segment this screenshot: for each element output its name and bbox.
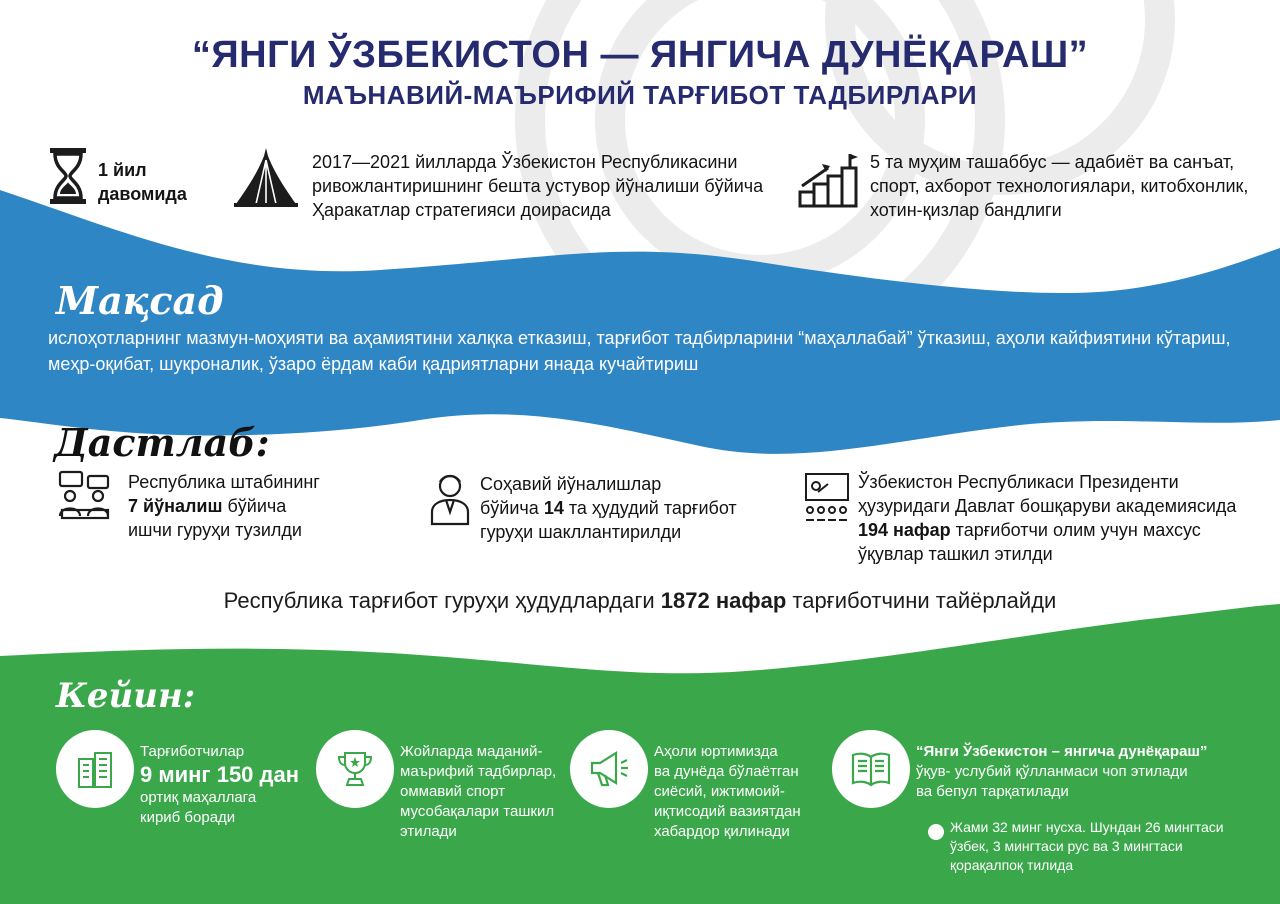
initial-item1-line3: ишчи гуруҳи тузилди bbox=[128, 520, 302, 540]
buildings-icon bbox=[75, 749, 115, 789]
later-item4-line2: ўқув- услубий қўлланмаси чоп этилади bbox=[916, 763, 1188, 780]
later-item1-line3: ортиқ маҳаллага bbox=[140, 789, 257, 806]
note-bullet bbox=[928, 824, 944, 840]
open-book-icon bbox=[850, 749, 892, 789]
later-item3-line4: иқтисодий вазиятдан bbox=[654, 803, 801, 820]
initial-item3-line4: ўқувлар ташкил этилди bbox=[858, 544, 1053, 564]
later-item2-line4: мусобақалари ташкил bbox=[400, 803, 555, 820]
initial-item2-line3: гуруҳи шакллантирилди bbox=[480, 522, 682, 542]
strategy-line1: 2017—2021 йилларда Ўзбекистон Республикасини bbox=[312, 152, 738, 172]
trophy-icon bbox=[335, 749, 375, 789]
note-line2: ўзбек, 3 мингтаси рус ва 3 мингтаси bbox=[950, 838, 1183, 854]
initial-item2-line1: Соҳавий йўналишлар bbox=[480, 474, 662, 494]
goal-heading: Мақсад bbox=[56, 278, 224, 323]
later-item1-line4: кириб боради bbox=[140, 809, 236, 826]
later-item2-line5: этилади bbox=[400, 823, 457, 840]
initial-item2-bold: 14 bbox=[543, 498, 564, 518]
duration-line1: 1 йил bbox=[98, 160, 147, 180]
strategy-line3: Ҳаракатлар стратегияси доирасида bbox=[312, 200, 611, 220]
initial-item2-pre: бўйича bbox=[480, 498, 544, 518]
initial-item3-rest: тарғиботчи олим учун махсус bbox=[950, 520, 1201, 540]
lecture-icon bbox=[804, 472, 850, 522]
later-item3-line3: сиёсий, ижтимоий- bbox=[654, 783, 785, 800]
initially-heading: Дастлаб: bbox=[54, 420, 270, 465]
later-item2-line2: маърифий тадбирлар, bbox=[400, 763, 557, 780]
summary-post: тарғиботчини тайёрлайди bbox=[786, 588, 1057, 613]
summary-bold: 1872 нафар bbox=[660, 588, 787, 613]
initiatives-line1: 5 та муҳим ташаббус — адабиёт ва санъат, bbox=[870, 152, 1235, 172]
later-item3-line1: Аҳоли юртимизда bbox=[654, 743, 778, 760]
note-line3: қорақалпоқ тилида bbox=[950, 857, 1074, 873]
duration-line2: давомида bbox=[98, 184, 187, 204]
initial-item3-line1: Ўзбекистон Республикаси Президенти bbox=[858, 472, 1179, 492]
later-item3-line2: ва дунёда бўлаётган bbox=[654, 763, 799, 780]
initiatives-line3: хотин-қизлар бандлиги bbox=[870, 200, 1062, 220]
later-heading: Кейин: bbox=[56, 676, 196, 716]
page-title: “ЯНГИ ЎЗБЕКИСТОН — ЯНГИЧА ДУНЁҚАРАШ” bbox=[191, 34, 1089, 76]
later-item2-line1: Жойларда маданий- bbox=[400, 743, 543, 760]
later-item4-bold: “Янги Ўзбекистон – янгича дунёқараш” bbox=[916, 743, 1208, 760]
trophy-badge bbox=[316, 730, 394, 808]
initial-item3-bold: 194 нафар bbox=[858, 520, 951, 540]
later-item1-line1: Тарғиботчилар bbox=[140, 743, 245, 760]
buildings-badge bbox=[56, 730, 134, 808]
monument-icon bbox=[234, 146, 298, 208]
later-item4-line3: ва бепул тарқатилади bbox=[916, 783, 1069, 800]
book-badge bbox=[832, 730, 910, 808]
initial-item3-line2: ҳузуридаги Давлат бошқаруви академиясида bbox=[858, 496, 1237, 516]
initial-item1-bold: 7 йўналиш bbox=[128, 496, 223, 516]
initial-item1-rest: бўйича bbox=[222, 496, 287, 516]
page-subtitle: МАЪНАВИЙ-МАЪРИФИЙ ТАРҒИБОТ ТАДБИРЛАРИ bbox=[302, 80, 978, 110]
officer-icon bbox=[430, 472, 470, 526]
goal-line2: меҳр-оқибат, шукроналик, ўзаро ёрдам каби қадриятларни янада кучайтириш bbox=[48, 354, 699, 374]
hourglass-icon bbox=[48, 146, 88, 206]
megaphone-icon bbox=[588, 749, 630, 789]
note-line1: Жами 32 минг нусха. Шундан 26 мингтаси bbox=[950, 819, 1224, 835]
meeting-icon bbox=[58, 470, 112, 520]
megaphone-badge bbox=[570, 730, 648, 808]
initial-item1-line1: Республика штабининг bbox=[128, 472, 320, 492]
strategy-line2: ривожлантиришнинг бешта устувор йўналиши бўйича bbox=[312, 176, 764, 196]
initial-item2-rest: та ҳудудий тарғибот bbox=[563, 498, 737, 518]
initiatives-line2: спорт, ахборот технологиялари, китобхонлик, bbox=[870, 176, 1249, 196]
later-item1-big: 9 минг 150 дан bbox=[140, 762, 300, 787]
summary-pre: Республика тарғибот гуруҳи ҳудудлардаги bbox=[223, 588, 661, 613]
growth-stairs-icon bbox=[798, 152, 858, 208]
later-item2-line3: оммавий спорт bbox=[400, 783, 506, 800]
later-item3-line5: хабардор қилинади bbox=[654, 823, 790, 840]
goal-line1: ислоҳотларнинг мазмун-моҳияти ва аҳамиятини халқка етказиш, тарғибот тадбирларини “маҳаллабай” ўтказиш, аҳоли кайфиятини кўтариш, bbox=[48, 328, 1231, 348]
